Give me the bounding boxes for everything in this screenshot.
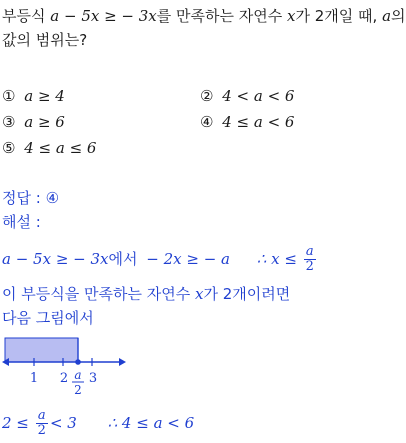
choice-3-mark: ③ xyxy=(2,113,16,131)
final-right: ∴ 4 ≤ a < 6 xyxy=(107,414,195,432)
choice-4-expr: 4 ≤ a < 6 xyxy=(222,113,295,131)
question-var-x: x xyxy=(287,7,296,25)
question-suffix: 의 xyxy=(391,7,406,25)
choice-5-expr: 4 ≤ a ≤ 6 xyxy=(24,139,97,157)
final-fraction xyxy=(36,409,48,438)
line-a-prefix: 이 부등식을 만족하는 자연수 xyxy=(2,285,191,303)
point-label-num: a xyxy=(74,368,82,382)
axis-right-arrow-icon xyxy=(119,358,126,366)
question-line-2-text: 값의 범위는? xyxy=(2,31,88,49)
line-a-var: x xyxy=(194,285,204,303)
question-inequality: a − 5x ≥ − 3x xyxy=(50,7,157,25)
step1-frac-den: 2 xyxy=(305,259,314,274)
line-a-suffix: 가 2개이려면 xyxy=(203,285,291,303)
choice-3[interactable] xyxy=(2,112,65,132)
step1-therefore: ∴ x ≤ xyxy=(256,250,297,268)
answer-text: 정답 : ④ xyxy=(2,189,60,207)
choice-2[interactable] xyxy=(200,86,294,106)
number-line-figure xyxy=(0,332,140,408)
question-mid: 를 만족하는 자연수 xyxy=(156,7,283,25)
final-frac-num: a xyxy=(36,409,48,424)
choice-4-mark: ④ xyxy=(200,113,214,131)
choice-5[interactable] xyxy=(2,138,96,158)
final-left: 2 ≤ xyxy=(2,414,29,432)
choice-3-expr: a ≥ 6 xyxy=(24,113,65,131)
choice-4[interactable] xyxy=(200,112,294,132)
answer-label xyxy=(2,188,59,208)
tick-label-1: 1 xyxy=(29,371,39,386)
solution-line-a xyxy=(2,284,290,304)
tick-label-2: 2 xyxy=(59,371,69,386)
point-label-den: 2 xyxy=(74,383,82,397)
step1-mid: − 2x ≥ − a xyxy=(146,250,230,268)
choice-5-mark: ⑤ xyxy=(2,139,16,157)
choice-1[interactable] xyxy=(2,86,65,106)
final-mid: < 3 xyxy=(49,414,77,432)
line-b-text: 다음 그림에서 xyxy=(2,309,94,327)
explanation-label xyxy=(2,212,41,232)
choice-1-expr: a ≥ 4 xyxy=(24,87,65,105)
explanation-text: 해설 : xyxy=(2,213,41,231)
step1-fraction xyxy=(304,245,316,274)
step1-frac-num: a xyxy=(304,245,316,260)
final-line xyxy=(2,406,194,440)
boundary-point xyxy=(75,359,81,365)
question-line-1 xyxy=(2,6,406,26)
question-var-a: a xyxy=(382,7,392,25)
question-mid2: 가 2개일 때, xyxy=(295,7,378,25)
solution-step-1 xyxy=(2,242,318,276)
shaded-region xyxy=(5,338,78,362)
solution-line-b xyxy=(2,308,94,328)
question-prefix: 부등식 xyxy=(2,7,46,25)
tick-label-3: 3 xyxy=(88,371,98,386)
step1-lhs: a − 5x ≥ − 3x xyxy=(2,250,109,268)
step1-connector: 에서 xyxy=(108,250,138,268)
choice-1-mark: ① xyxy=(2,87,16,105)
choice-2-expr: 4 < a < 6 xyxy=(222,87,295,105)
question-line-2 xyxy=(2,30,87,50)
final-frac-den: 2 xyxy=(37,423,46,438)
choice-2-mark: ② xyxy=(200,87,214,105)
